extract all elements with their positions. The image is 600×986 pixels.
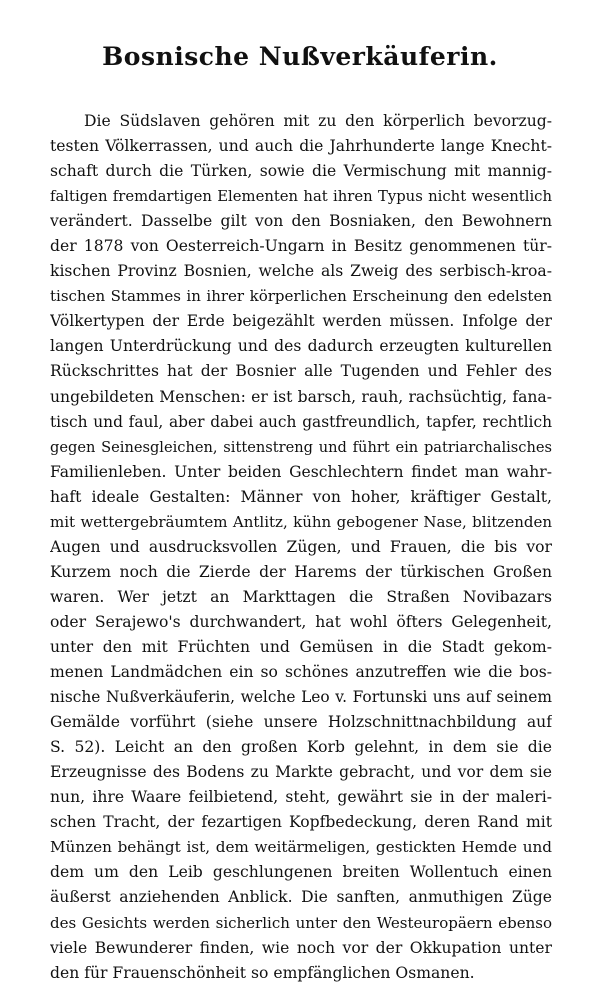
text-line: tischen Stammes in ihrer körperlichen Erscheinung den edelsten xyxy=(50,287,552,306)
text-line: unter den mit Früchten und Gemüsen in die Stadt gekom- xyxy=(50,637,552,656)
text-line: schaft durch die Türken, sowie die Vermischung mit mannig- xyxy=(50,162,552,181)
text-line: kischen Provinz Bosnien, welche als Zweig des serbisch-kroa- xyxy=(50,262,552,281)
text-line: gegen Seinesgleichen, sittenstreng und führt ein patriarchalisches xyxy=(50,438,552,456)
text-line: Rückschrittes hat der Bosnier alle Tugenden und Fehler des xyxy=(50,362,552,381)
text-line: Die Südslaven gehören mit zu den körperlich bevorzug- xyxy=(84,112,552,130)
text-line: des Gesichts werden sicherlich unter den Westeuropäern ebenso xyxy=(50,913,552,932)
text-line: den für Frauenschönheit so empfänglichen Osmanen. xyxy=(50,963,475,982)
text-line: faltigen fremdartigen Elementen hat ihren Typus nicht wesentlich xyxy=(50,188,552,206)
text-line: S. 52). Leicht an den großen Korb gelehnt, in dem sie die xyxy=(50,738,552,757)
text-line: äußerst anziehenden Anblick. Die sanften, anmuthigen Züge xyxy=(50,888,552,907)
text-line: ungebildeten Menschen: er ist barsch, rauh, rachsüchtig, fana- xyxy=(50,387,552,406)
text-line: verändert. Dasselbe gilt von den Bosniaken, den Bewohnern xyxy=(50,212,552,231)
page-title: Bosnische Nußverkäuferin. xyxy=(102,42,498,71)
text-line: haft ideale Gestalten: Männer von hoher, kräftiger Gestalt, xyxy=(50,487,552,506)
text-line: nische Nußverkäuferin, welche Leo v. Fortunski uns auf seinem xyxy=(50,688,552,707)
text-line: schen Tracht, der fezartigen Kopfbedeckung, deren Rand mit xyxy=(50,813,552,832)
text-line: nun, ihre Waare feilbietend, steht, gewährt sie in der maleri- xyxy=(50,788,552,807)
text-line: mit wettergebräumtem Antlitz, kühn gebogener Nase, blitzenden xyxy=(50,512,552,531)
text-line: tisch und faul, aber dabei auch gastfreundlich, tapfer, rechtlich xyxy=(50,412,552,431)
text-line: dem um den Leib geschlungenen breiten Wollentuch einen xyxy=(50,863,552,882)
text-line: Erzeugnisse des Bodens zu Markte gebracht, und vor dem sie xyxy=(50,763,552,782)
text-line: waren. Wer jetzt an Markttagen die Straßen Novibazars xyxy=(50,587,552,606)
text-line: Gemälde vorführt (siehe unsere Holzschnittnachbildung auf xyxy=(50,713,552,732)
text-line: Münzen behängt ist, dem weitärmeligen, gestickten Hemde und xyxy=(50,838,552,857)
text-line: der 1878 von Oesterreich-Ungarn in Besitz genommenen tür- xyxy=(50,237,552,256)
text-line: Kurzem noch die Zierde der Harems der türkischen Großen xyxy=(50,562,552,581)
text-line: Völkertypen der Erde beigezählt werden müssen. Infolge der xyxy=(50,312,552,331)
text-line: oder Serajewo's durchwandert, hat wohl öfters Gelegenheit, xyxy=(50,612,552,631)
text-line: Familienleben. Unter beiden Geschlechtern findet man wahr- xyxy=(50,462,552,481)
text-line: viele Bewunderer finden, wie noch vor der Okkupation unter xyxy=(50,938,552,957)
text-line: Augen und ausdrucksvollen Zügen, und Frauen, die bis vor xyxy=(50,537,552,556)
body-paragraph xyxy=(50,109,552,986)
text-line: menen Landmädchen ein so schönes anzutreffen wie die bos- xyxy=(50,663,552,682)
text-line: langen Unterdrückung und des dadurch erzeugten kulturellen xyxy=(50,337,552,356)
text-line: testen Völkerrassen, und auch die Jahrhunderte lange Knecht- xyxy=(50,137,552,156)
